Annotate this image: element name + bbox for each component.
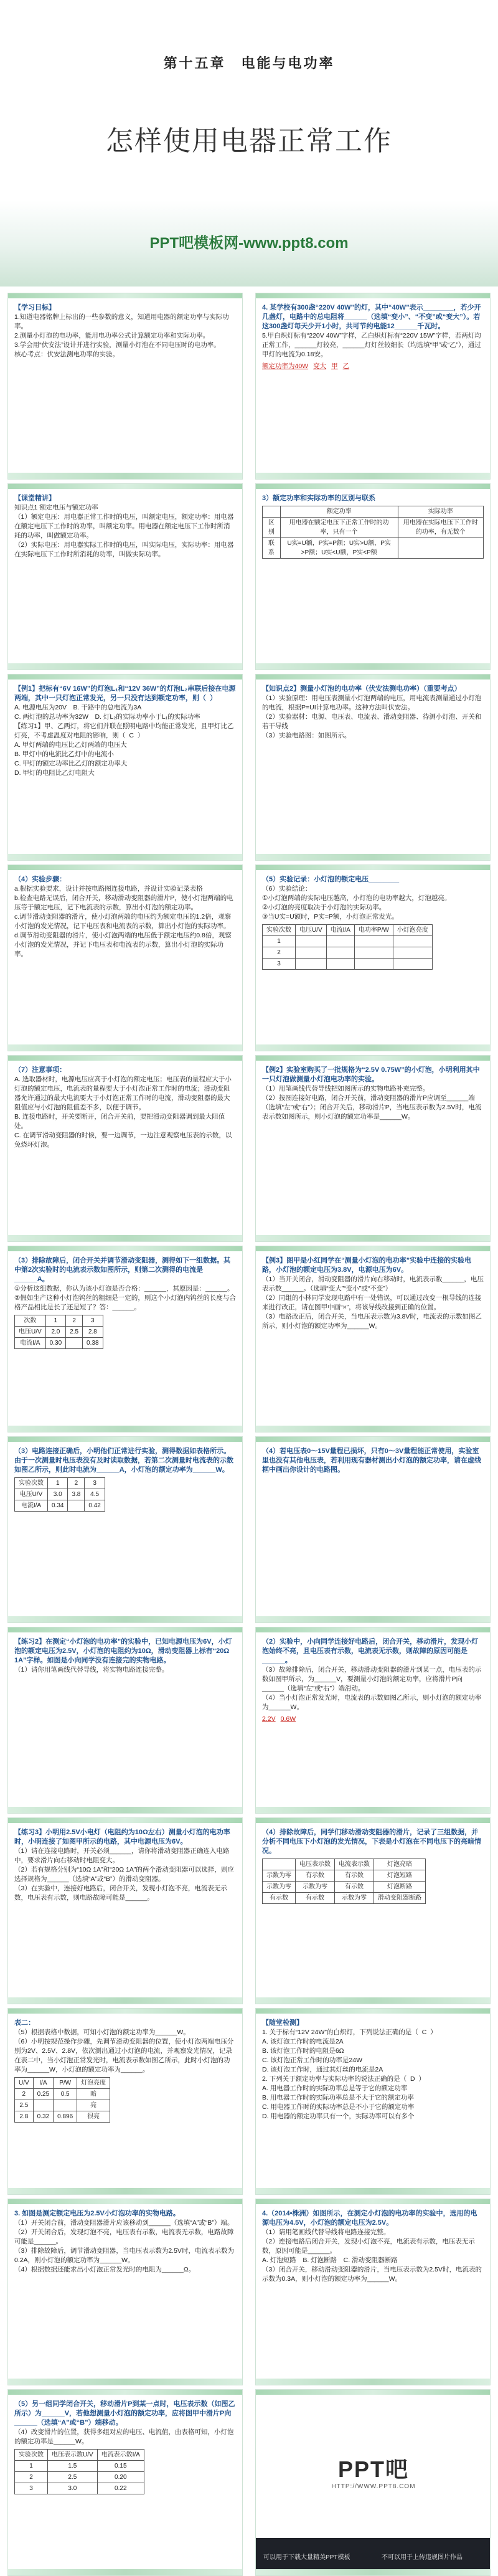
slide-text: （3）排除故障后，调节滑动变阻器，当电压表示数为2.5V时，电流表示数为0.2A，则小灯泡的额定功率为______W。 <box>14 2247 234 2264</box>
table-cell: 0.20 <box>97 2472 144 2483</box>
table-row <box>263 538 484 559</box>
slide-content <box>262 2019 484 2185</box>
table-cell <box>263 506 281 518</box>
slide-content <box>262 1447 484 1614</box>
slide-text: B. 用电器工作时的实际功率总是不大于它的额定功率 <box>262 2094 414 2101</box>
slide-heading: 3. 如图是测定额定电压为2.5V小灯泡功率的实物电路。 <box>14 2210 180 2217</box>
table-cell <box>393 947 432 959</box>
table-cell: 0.25 <box>33 2089 53 2100</box>
slide-heading: （5）实验记录：小灯泡的额定电压________ <box>262 876 400 883</box>
table-cell: 3 <box>263 959 296 970</box>
slide-text: ②假如生产这种小灯泡钨丝的粗细是一定的，则这个小灯泡内钨丝的长度与合格产品相比是长了还是短了？答：______。 <box>14 1294 236 1311</box>
table-cell: 2 <box>15 2089 34 2100</box>
table-row <box>15 2450 144 2461</box>
slide-card <box>7 483 243 670</box>
slide-text: （2）实际电压：用电器实际工作时的电压，叫实际电压，实际功率：用电器在实际电压下工作时所消耗的功率，叫做实际功率。 <box>14 541 234 558</box>
slide-text: 1.知道电器铭牌上标出的一些参数的意义，知道用电器的额定功率与实际功率。 <box>14 313 229 330</box>
table-cell <box>354 936 393 947</box>
table-cell: 3 <box>83 1315 103 1327</box>
table-cell: 3.8 <box>68 1489 85 1500</box>
slide-text: C. 在调节滑动变阻器的时候，要一边调节，一边注意观察电压表的示数，以免烧坏灯泡。 <box>14 1132 232 1148</box>
slide-heading: 【课堂精讲】 <box>14 495 55 502</box>
table-cell: I/A <box>33 2078 53 2089</box>
answer-text: 变大 <box>313 362 327 370</box>
table-row <box>263 1882 426 1893</box>
data-table <box>262 1859 426 1904</box>
table-row <box>15 2100 110 2111</box>
slide-card <box>255 293 491 480</box>
table-cell <box>296 936 327 947</box>
slide-heading: 3）额定功率和实际功率的区别与联系 <box>262 495 376 502</box>
slide-text: C. 两灯泡的总功率为32W D. 灯L₂的实际功率小于L₁的实际功率 <box>14 713 200 721</box>
table-cell: 0.5 <box>54 2089 77 2100</box>
cover-slide <box>0 0 498 286</box>
slide-content <box>14 2019 236 2185</box>
slide-text: A. 选取器材时，电源电压应高于小灯泡的额定电压；电压表的量程应大于小灯泡的额定电压，电流表的量程要大于小灯泡正常工作时的电流；滑动变阻器允许通过的最大电流要大于小灯泡正常工作时的电流，滑动变阻器的最大阻值应与小灯泡的阻值差不多，以便于调节。 <box>14 1076 232 1111</box>
slide-text: ①分析这组数据，你认为该小灯泡是否合格：______，其原因是：______。 <box>14 1285 234 1292</box>
table-cell: 2.8 <box>83 1327 103 1338</box>
slide-heading: 【例3】图甲是小红同学在“测量小灯泡的电功率”实验中连接的实验电路，小灯泡的额定电压为3.8V，电源电压为6V。 <box>262 1257 472 1274</box>
table-cell: 实际功率 <box>398 506 483 518</box>
slide-text: 2. 下列关于额定功率与实际功率的说法正确的是（ D ） <box>262 2075 425 2083</box>
slide-text: （1）额定电压：用电器正常工作时的电压，叫额定电压，额定功率：用电器在额定电压下工作时的功率，叫额定功率。用电器在额定电压下工作时所消耗的功率，叫做额定功率。 <box>14 513 234 539</box>
slide-content <box>14 2400 236 2567</box>
slide-text: ③当U实=U额时，P实=P额，小灯泡正常发光。 <box>262 913 398 921</box>
slide-card <box>255 864 491 1051</box>
table-cell: 1 <box>263 936 296 947</box>
slide-text: ②小灯泡的亮度取决于小灯泡的实际功率。 <box>262 904 386 911</box>
slide-text: A. 灯泡短路 B. 灯泡断路 C. 滑动变阻器断路 <box>262 2256 398 2264</box>
slide-text: （2）若有规格分别为“10Ω 1A”和“20Ω 1A”的两个滑动变阻器可以选择，则应选择规格为______（选填“A”或“B”）的滑动变阻器。 <box>14 1866 234 1883</box>
slide-text: （2）按图连接好电路，闭合开关前，滑动变阻器的滑片P应调至______端（选填“左”或“右”）；闭合开关后，移动滑片P，当电压表示数为2.5V时，电流表示数如图所示，则小灯泡的额定功率是______W。 <box>262 1094 482 1120</box>
table-cell: 很亮 <box>77 2111 110 2123</box>
slide-card <box>255 1055 491 1242</box>
slide-heading: （5）另一组同学闭合开关，移动滑片P到某一点时，电压表示数（如图乙所示）为______V，若他想测量小灯泡的额定功率，应将图甲中滑片P向______（选填“A”或“B”）端移动。 <box>14 2400 235 2427</box>
table-cell: 2.8 <box>15 2111 34 2123</box>
slide-text: （4）根据数据还能求出小灯泡正常发光时的电阻为______Ω。 <box>14 2266 195 2273</box>
slide-card <box>7 674 243 861</box>
table-row <box>15 1315 103 1327</box>
slide-card <box>255 1817 491 2004</box>
slide-heading: 4. 某学校有300盏“220V 40W”的灯，其中“40W”表示________，若少开几盏灯，电路中的总电阻将______（选填“变小”、“不变”或“变大”）。若这300盏灯每天少开1小时，共可节约电能12______千瓦时。 <box>262 304 481 330</box>
table-cell: 用电器在额定电压下正常工作时的功率，只有一个 <box>280 518 398 538</box>
answer-text: 2.2V <box>262 1715 276 1723</box>
slide-heading: 4.（2014•株洲）如图所示，在测定小灯泡的电功率的实验中，选用的电源电压为4.5V，小灯泡的额定电压为2.5V。 <box>262 2210 477 2227</box>
table-cell: 区别 <box>263 518 281 538</box>
table-cell: U/V <box>15 2078 34 2089</box>
table-cell <box>66 1338 83 1349</box>
table-cell: 1 <box>45 1315 65 1327</box>
table-cell <box>398 538 483 559</box>
table-cell: 电压U/V <box>15 1327 46 1338</box>
table-row <box>15 1478 105 1489</box>
slide-text: （3）在实验中，连接好电路后，闭合开关，发现小灯泡不亮，电流表无示数，电压表有示数，则电路故障可能是______。 <box>14 1885 227 1901</box>
slide-text: （3）实验电路图：如图所示。 <box>262 732 351 739</box>
table-cell: 电流I/A <box>326 925 354 936</box>
slide-card <box>255 483 491 670</box>
table-cell: 0.896 <box>54 2111 77 2123</box>
table-cell <box>393 936 432 947</box>
table-cell: 额定功率 <box>280 506 398 518</box>
table-cell: 有示数 <box>296 1870 335 1882</box>
table-row <box>263 925 433 936</box>
table-cell: 灯泡亮暗 <box>374 1859 426 1870</box>
slide-text: D. 该灯泡工作时，通过其灯丝的电流是2A <box>262 2066 383 2073</box>
table-cell <box>354 959 393 970</box>
table-cell: 1 <box>15 2461 48 2472</box>
slide-text: （3）闭合开关，移动滑动变阻器的滑片，当电压表示数为2.5V时，电流表的示数为0.3A，则小灯泡的额定功率为______W。 <box>262 2266 482 2283</box>
table-cell: 暗 <box>77 2089 110 2100</box>
data-table <box>14 1315 103 1349</box>
table-row <box>15 2078 110 2089</box>
table-row <box>15 2461 144 2472</box>
slide-text: （4）改变滑片的位置，获得多组对应的电压、电流值，由表格可知，小灯泡的额定功率是______W。 <box>14 2428 234 2445</box>
slide-card <box>7 1436 243 1623</box>
data-table <box>14 2077 110 2123</box>
slide-card <box>7 2389 243 2576</box>
slide-content <box>14 1637 236 1804</box>
slide-card <box>7 1817 243 2004</box>
table-cell: 灯泡亮度 <box>77 2078 110 2089</box>
slide-text: （1）当开关闭合，滑动变阻器的滑片向右移动时，电流表示数______，电压表示数______。（选填“变大”“变小”或“不变”） <box>262 1276 484 1292</box>
table-cell: 2.5 <box>15 2100 34 2111</box>
table-cell: 0.22 <box>97 2483 144 2494</box>
slide-text: C. 甲灯的额定功率比乙灯的额定功率大 <box>14 760 128 767</box>
table-cell: 实验次数 <box>263 925 296 936</box>
table-cell: 2 <box>68 1478 85 1489</box>
table-cell: 0.34 <box>48 1500 68 1512</box>
table-cell: 0.42 <box>85 1500 105 1512</box>
slide-heading: 【练习3】小明用2.5V小电灯（电阻约为10Ω左右）测量小灯泡的电功率时，小明连接了如图甲所示的电路，其中电源电压为6V。 <box>14 1829 230 1845</box>
table-cell <box>296 959 327 970</box>
table-cell: 2.5 <box>48 2472 98 2483</box>
slide-text: 5.甲白炽灯标有“220V 40W”字样，乙白炽灯标有“220V 15W”字样，若两灯均正常工作，______灯较亮，______灯灯丝较细长（均选填“甲”或“乙”），通过甲灯的电流为0.18安。 <box>262 332 481 358</box>
slide-text: 1. 关于标有“12V 24W”的白炽灯，下列说法正确的是（ C ） <box>262 2029 437 2036</box>
table-cell <box>54 2100 77 2111</box>
table-cell <box>393 959 432 970</box>
table-cell: 1.5 <box>48 2461 98 2472</box>
slide-text: 知识点1 额定电压与额定功率 <box>14 504 98 511</box>
slide-text: A. 电源电压为20V B. 干路中的总电流为3A <box>14 704 142 711</box>
footer-note: 可以用于下载大量精美PPT模板 <box>263 2554 350 2561</box>
data-table <box>262 924 433 970</box>
slide-text: （6）实验结论： <box>262 885 312 893</box>
table-cell: P/W <box>54 2078 77 2089</box>
slide-text: （3）电路改正后，闭合开关，当电压表示数为3.8V时，电流表的示数如图乙所示，则小灯泡的额定功率为______W。 <box>262 1313 482 1330</box>
table-row <box>15 2089 110 2100</box>
table-cell: 1 <box>48 1478 68 1489</box>
slide-content <box>262 875 484 1042</box>
table-cell <box>296 947 327 959</box>
footer-bar <box>256 2538 491 2575</box>
slide-text: ①小灯泡两端的实际电压越高，小灯泡的电功率越大，灯泡越亮。 <box>262 894 451 902</box>
table-row <box>15 1338 103 1349</box>
slide-card <box>7 2199 243 2385</box>
slide-text: （5）根据表格中数据，可知小灯泡的额定功率为______W。 <box>14 2029 190 2036</box>
lesson-title: 怎样使用电器正常工作 <box>106 125 392 157</box>
table-cell: 用电器在实际电压下工作时的功率，有无数个 <box>398 518 483 538</box>
slide-text: （2）开关闭合后，发现灯泡不亮，电压表有示数，电流表无示数，电路故障可能是______。 <box>14 2228 234 2245</box>
table-cell: 有示数 <box>335 1882 374 1893</box>
slide-text: D. 甲灯的电阻比乙灯电阻大 <box>14 769 95 777</box>
ppt-logo: PPT吧 <box>337 2456 409 2482</box>
table-cell: 3 <box>15 2483 48 2494</box>
answer-keys <box>262 1715 484 1724</box>
slide-text: 核心考点：伏安法测电功率的实验。 <box>14 351 119 358</box>
slide-card <box>255 1436 491 1623</box>
table-cell: 2 <box>15 2472 48 2483</box>
slide-text: B. 甲灯中的电流比乙灯中的电流小 <box>14 751 114 758</box>
table-cell <box>263 1859 296 1870</box>
table-cell: 实验次数 <box>15 2450 48 2461</box>
slide-content <box>14 1256 236 1423</box>
slide-text: C. 用电器工作时的实际功率总是不小于它的额定功率 <box>262 2103 415 2111</box>
slide-text: a.根据实验要求，设计并按电路图连接电路，并设计实验记录表格 <box>14 885 203 893</box>
table-row <box>263 518 484 538</box>
table-cell: 2 <box>66 1315 83 1327</box>
answer-text: 乙 <box>342 362 350 370</box>
footer-note: 不可以用于上传违规图片作品 <box>382 2554 463 2561</box>
slide-heading: （7）注意事项： <box>14 1066 67 1074</box>
slide-card <box>7 1246 243 1432</box>
slide-content <box>262 684 484 851</box>
slide-content <box>14 1828 236 1995</box>
table-cell <box>68 1500 85 1512</box>
slide-content <box>14 684 236 851</box>
slide-heading: （3）排除故障后，闭合开关并调节滑动变阻器，测得如下一组数据。其中第2次实验时的电流表示数如图所示，则第二次测得的电流是______A。 <box>14 1257 231 1283</box>
slide-card <box>7 2008 243 2195</box>
table-cell: 灯泡断路 <box>374 1882 426 1893</box>
table-row <box>15 2472 144 2483</box>
data-table <box>14 2449 144 2494</box>
table-cell <box>354 947 393 959</box>
table-row <box>263 936 433 947</box>
table-cell: 电流表示数I/A <box>97 2450 144 2461</box>
slide-content <box>262 1828 484 1995</box>
table-cell: 灯泡短路 <box>374 1870 426 1882</box>
table-cell: 2.5 <box>66 1327 83 1338</box>
slide-text: C. 该灯泡正常工作时的功率是24W <box>262 2057 363 2064</box>
table-cell: 电流I/A <box>15 1500 48 1512</box>
table-cell: 实验次数 <box>15 1478 48 1489</box>
table-cell: 3.0 <box>48 1489 68 1500</box>
slide-text: （2）连接电路后闭合开关，发现小灯泡不亮，电流表有示数，电压表无示数，原因可能是______。 <box>262 2238 475 2255</box>
slide-heading: 【知识点2】测量小灯泡的电功率（伏安法测电功率）（重要考点） <box>262 685 461 693</box>
table-cell: 滑动变阻器断路 <box>374 1893 426 1904</box>
slide-content <box>262 303 484 470</box>
table-cell: 电功率P/W <box>354 925 393 936</box>
table-cell: 0.30 <box>45 1338 65 1349</box>
table-cell <box>326 936 354 947</box>
table-cell: 亮 <box>77 2100 110 2111</box>
table-cell: 电流I/A <box>15 1338 46 1349</box>
slide-text: （1）请在连接电路时，开关必须______，请你将滑动变阻器正确连入电路中，要求滑片向右移动时电阻变大。 <box>14 1847 230 1864</box>
data-table <box>14 1477 105 1512</box>
table-cell: 示数为零 <box>335 1893 374 1904</box>
table-row <box>263 506 484 518</box>
slide-text: （4）当小灯泡正常发光时，电流表的示数如图乙所示，则小灯泡的额定功率为______W。 <box>262 1694 482 1711</box>
table-cell: 2.0 <box>45 1327 65 1338</box>
slide-text: 【练习1】甲、乙两灯，将它们并联在照明电路中均能正常发光，且甲灯比乙灯亮，不考虑温度对电阻的影响，则（ C ） <box>14 722 234 739</box>
slide-text: A. 甲灯两端的电压比乙灯两端的电压大 <box>14 741 127 749</box>
table-row <box>263 1893 426 1904</box>
slide-card <box>255 2008 491 2195</box>
table-cell: U实=U额，P实=P额；U实>U额，P实>P额；U实<U额，P实<P额 <box>280 538 398 559</box>
table-cell: 联系 <box>263 538 281 559</box>
slide-content <box>14 875 236 1042</box>
slide-card <box>255 2389 491 2576</box>
table-cell: 0.38 <box>83 1338 103 1349</box>
ppt-url: HTTP://WWW.PPT8.COM <box>331 2483 416 2490</box>
table-row <box>15 1489 105 1500</box>
slide-content <box>14 303 236 470</box>
answer-keys <box>262 362 484 371</box>
table-row <box>15 1500 105 1512</box>
slide-heading: （2）实验中，小向同学连接好电路后，闭合开关，移动滑片，发现小灯泡始终不亮，且电压表有示数，电流表无示数，则故障的原因可能是______。 <box>262 1638 479 1664</box>
table-cell <box>326 947 354 959</box>
table-cell: 示数为零 <box>263 1870 296 1882</box>
slide-heading: 【练习2】在测定“小灯泡的电功率”的实验中，已知电源电压为6V，小灯泡的额定电压为2.5V，小灯泡的电阻约为10Ω，滑动变阻器上标有“20Ω 1A”字样。如图是小向同学没有连接完的实物电路。 <box>14 1638 232 1664</box>
table-cell: 电流表示数 <box>335 1859 374 1870</box>
slide-text: A. 该灯泡工作时的电流是2A <box>262 2038 344 2045</box>
table-row <box>263 959 433 970</box>
slide-heading: 【例1】把标有“6V 16W”的灯泡L₁和“12V 36W”的灯泡L₂串联后接在电源两端，其中一只灯泡正常发光，另一只没有达到额定功率，则（ ） <box>14 685 236 702</box>
answer-text: 甲 <box>331 362 338 370</box>
table-cell: 电压U/V <box>15 1489 48 1500</box>
table-cell <box>33 2100 53 2111</box>
slide-text: （1）实验原理：用电压表测量小灯泡两端的电压，用电流表测量通过小灯泡的电流，根据P=UI计算电功率。这种方法叫伏安法。 <box>262 694 482 711</box>
slide-content <box>14 1066 236 1233</box>
table-cell: 有示数 <box>296 1893 335 1904</box>
slide-content <box>14 1447 236 1614</box>
slide-content <box>262 1637 484 1804</box>
table-cell: 示数为零 <box>296 1882 335 1893</box>
table-cell: 有示数 <box>263 1893 296 1904</box>
table-row <box>15 1327 103 1338</box>
table-cell: 4.5 <box>85 1489 105 1500</box>
slide-card <box>255 1627 491 1814</box>
slide-card <box>255 2199 491 2385</box>
slide-card <box>7 864 243 1051</box>
slide-text: （6）小明按规范操作步骤，先调节滑动变阻器的位置，使小灯泡两端电压分别为2V、2.5V、2.8V，依次测出通过小灯泡的电流，并观察发光情况，记录在表二中，当小灯泡正常发光时，电流表示数如图乙所示，此时小灯泡的功率为______W，小灯泡的额定功率为______。 <box>14 2038 234 2073</box>
table-cell: 示数为零 <box>263 1882 296 1893</box>
slide-card <box>255 1246 491 1432</box>
slide-card <box>7 1627 243 1814</box>
slide-text: （3）故障排除后，闭合开关，移动滑动变阻器的滑片到某一点，电压表的示数如图甲所示，为______V，要测量小灯泡的额定功率，应将滑片P向______（选填“左”或“右”）端滑动。 <box>262 1666 482 1692</box>
table-row <box>15 2483 144 2494</box>
slide-heading: （4）排除故障后，同学们移动滑动变阻器的滑片，记录了三组数据，并分析不同电压下小灯泡的发光情况，下表是小灯泡在不同电压下的亮暗情况。 <box>262 1829 481 1855</box>
answer-text: 额定功率为40W <box>262 362 309 370</box>
slide-content <box>262 494 484 661</box>
table-cell: 电压表示数 <box>296 1859 335 1870</box>
slide-heading: 表二： <box>14 2019 35 2027</box>
slide-heading: 【例2】实验室购买了一批规格为“2.5V 0.75W”的小灯泡，小明利用其中一只灯泡做测量小灯泡电功率的实验。 <box>262 1066 480 1083</box>
table-row <box>15 2111 110 2123</box>
slide-content <box>14 2209 236 2376</box>
table-row <box>263 947 433 959</box>
data-table <box>262 506 484 559</box>
slide-text: 2.测量小灯泡的电功率，能用电功率公式计算额定功率和实际功率。 <box>14 332 210 339</box>
table-cell: 0.15 <box>97 2461 144 2472</box>
slide-text: B. 连接电路时，开关要断开，闭合开关前，要把滑动变阻器调到最大阻值处。 <box>14 1113 225 1130</box>
slide-text: d.调节滑动变阻器的滑片，使小灯泡两端的电压低于额定电压约0.8倍，观察小灯泡的发光情况，并记下电压表和电流表的示数，算出小灯泡的实际功率。 <box>14 932 232 958</box>
slide-card <box>255 674 491 861</box>
table-cell: 次数 <box>15 1315 46 1327</box>
table-cell: 电压U/V <box>296 925 327 936</box>
slide-text: （2）实验器材：电源、电压表、电流表、滑动变阻器、待测小灯泡、开关和若干导线 <box>262 713 482 730</box>
slide-content <box>262 2209 484 2376</box>
slide-heading: （4）实验步骤： <box>14 876 67 883</box>
slide-text: b.检查电路无误后，闭合开关，移动滑动变阻器的滑片P，使小灯泡两端的电压等于额定电压，记下电流表的示数，算出小灯泡的额定功率。 <box>14 894 233 911</box>
slide-text: B. 该灯泡工作时的电阻是6Ω <box>262 2047 344 2055</box>
table-cell: 0.32 <box>33 2111 53 2123</box>
table-cell <box>326 959 354 970</box>
table-cell: 电压表示数U/V <box>48 2450 98 2461</box>
slide-heading: （4）若电压表0～15V量程已损坏，只有0～3V量程能正常使用，实验室里也没有其他电压表，若利用现有器材测出小灯泡的额定功率，请在虚线框中画出你设计的电路图。 <box>262 1447 481 1474</box>
slide-text: （2）同组的小林同学发现电路中有一处错误，可以通过改变一根导线的连接来进行改正，请在图甲中画“×”，将该导线改接到正确的位置。 <box>262 1294 482 1311</box>
site-watermark: PPT吧模板网-www.ppt8.com <box>149 235 349 252</box>
slide-heading: 【随堂检测】 <box>262 2019 303 2027</box>
slide-card <box>7 1055 243 1242</box>
slide-content <box>14 494 236 661</box>
table-cell: 3 <box>85 1478 105 1489</box>
answer-text: 0.6W <box>280 1715 296 1723</box>
slide-text: D. 用电器的额定功率只有一个，实际功率可以有多个 <box>262 2113 415 2120</box>
slide-card <box>7 293 243 480</box>
slide-text: （1）开关闭合前，滑动变阻器滑片应该移动到______（选填“A”或“B”）端。 <box>14 2219 234 2227</box>
slide-heading: （3）电路连接正确后，小明他们正常进行实验，测得数据如表格所示。由于一次测量时电压表没有及时读取数据，若第二次测量时电流表的示数如图乙所示，则此时电流为______A，小灯泡的额定功率为______W。 <box>14 1447 233 1474</box>
table-cell: 2 <box>263 947 296 959</box>
slide-content <box>262 1066 484 1233</box>
slide-text: （1）请你用笔画线代替导线，将实物电路连接完整。 <box>14 1666 169 1674</box>
table-cell: 小灯泡亮度 <box>393 925 432 936</box>
table-row <box>263 1859 426 1870</box>
slide-text: （1）请用笔画线代替导线将电路连接完整。 <box>262 2228 390 2236</box>
slide-content <box>262 1256 484 1423</box>
slide-text: c.调节滑动变阻器的滑片，使小灯泡两端的电压约为额定电压的1.2倍，观察小灯泡的发光情况，记下电压表和电流表的示数，算出小灯泡的实际功率。 <box>14 913 232 930</box>
table-row <box>263 1870 426 1882</box>
table-cell: 3.0 <box>48 2483 98 2494</box>
slide-heading: 【学习目标】 <box>14 304 55 311</box>
table-cell: 有示数 <box>335 1870 374 1882</box>
slide-text: （1）用笔画线代替导线把如图所示的实物电路补充完整。 <box>262 1085 430 1092</box>
slide-text: 3.学会用“伏安法”设计并进行实验，测量小灯泡在不同电压时的电功率。 <box>14 341 220 349</box>
slide-text: A. 用电器工作时的实际功率总是等于它的额定功率 <box>262 2085 408 2092</box>
chapter-title: 第十五章 电能与电功率 <box>163 55 335 72</box>
